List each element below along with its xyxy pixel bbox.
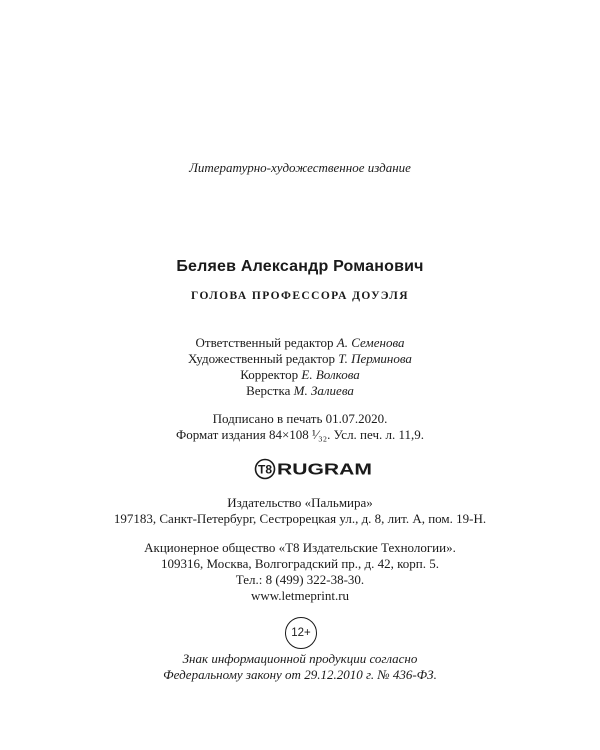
credit-role: Художественный редактор [188, 351, 335, 366]
age-rating: 12+ [285, 617, 317, 649]
logo-mark: T8 [257, 462, 273, 477]
printer-name: Акционерное общество «Т8 Издательские Технологии». [144, 540, 456, 555]
credit-role: Верстка [246, 383, 291, 398]
credit-person: М. Залиева [293, 383, 354, 398]
credit-line [0, 335, 600, 351]
print-format: Формат издания 84×108 ¹⁄₃₂. Усл. печ. л. 11,9. [175, 427, 425, 442]
author-name: Беляев Александр Романович [176, 258, 424, 275]
edition-type: Литературно-художественное издание [189, 160, 411, 175]
print-signed-date: Подписано в печать 01.07.2020. [212, 411, 388, 426]
notice-line-1: Знак информационной продукции согласно [182, 651, 418, 666]
credit-role: Ответственный редактор [195, 335, 334, 350]
credit-person: Е. Волкова [301, 367, 360, 382]
credit-person: А. Семенова [336, 335, 405, 350]
publisher-name: Издательство «Пальмира» [227, 495, 373, 510]
notice-line-2: Федеральному закону от 29.12.2010 г. № 436-ФЗ. [163, 667, 437, 682]
t8-rugram-logo [254, 458, 374, 480]
book-title: ГОЛОВА ПРОФЕССОРА ДОУЭЛЯ [191, 290, 409, 302]
credit-line [0, 367, 600, 383]
credit-person: Т. Перминова [338, 351, 412, 366]
printer-phone: Тел.: 8 (499) 322-38-30. [235, 572, 365, 587]
publisher-address: 197183, Санкт-Петербург, Сестрорецкая ул., д. 8, лит. А, пом. 19-Н. [113, 511, 487, 526]
credit-line [0, 383, 600, 399]
age-rating-badge [285, 617, 317, 649]
logo-wordmark: RUGRAM [277, 461, 372, 479]
printer-website: www.letmeprint.ru [250, 588, 350, 603]
credit-line [0, 351, 600, 367]
credit-role: Корректор [240, 367, 299, 382]
printer-address: 109316, Москва, Волгоградский пр., д. 42, корп. 5. [160, 556, 440, 571]
